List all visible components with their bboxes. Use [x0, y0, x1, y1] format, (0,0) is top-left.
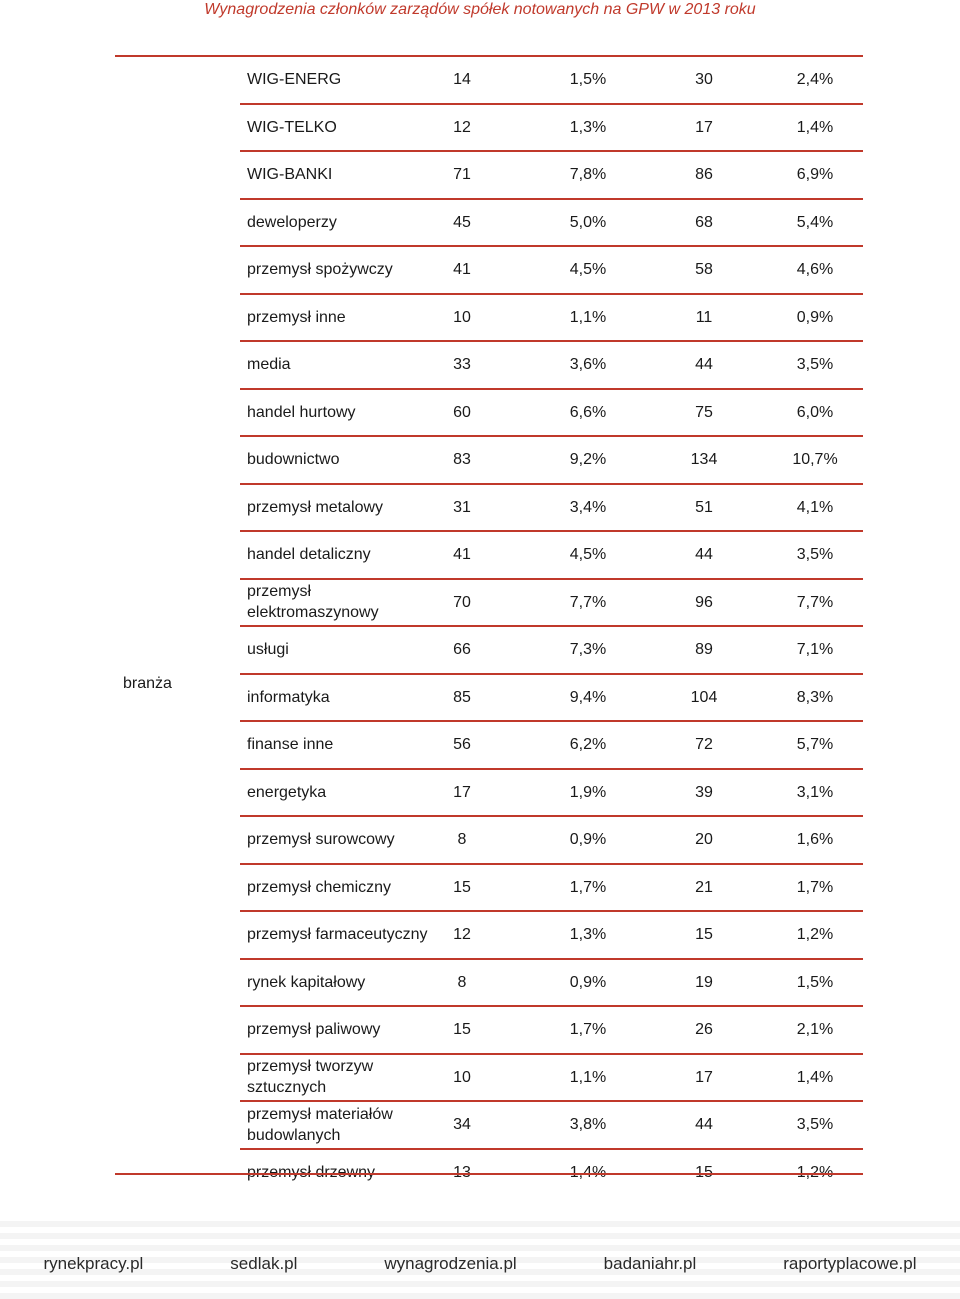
table-row — [240, 627, 863, 675]
cell-share-2: 4,6% — [796, 261, 834, 279]
cell-share-2013: 1,1% — [569, 1068, 607, 1086]
table-row — [240, 865, 863, 913]
cell-share-2: 5,4% — [796, 213, 834, 231]
cell-name: przemysł inne — [247, 308, 346, 326]
cell-share-2013: 7,3% — [569, 641, 607, 659]
cell-count-2: 15 — [695, 926, 713, 944]
cell-count-2: 86 — [695, 166, 713, 184]
cell-share-2013: 3,6% — [569, 356, 607, 374]
cell-share-2013: 1,9% — [569, 783, 607, 801]
cell-name: energetyka — [247, 783, 327, 801]
table-row — [240, 342, 863, 390]
cell-count-2013: 33 — [453, 356, 471, 374]
cell-name: informatyka — [247, 688, 330, 706]
cell-share-2013: 1,7% — [569, 878, 607, 896]
cell-count-2013: 66 — [453, 641, 471, 659]
cell-count-2013: 31 — [453, 498, 471, 516]
cell-count-2013: 83 — [453, 451, 471, 469]
cell-share-2013: 9,4% — [569, 688, 607, 706]
cell-count-2: 11 — [695, 308, 713, 326]
cell-share-2: 1,4% — [796, 1068, 834, 1086]
cell-count-2: 17 — [695, 118, 713, 136]
cell-share-2013: 1,3% — [569, 118, 607, 136]
cell-count-2013: 85 — [453, 688, 471, 706]
cell-share-2: 1,4% — [796, 118, 834, 136]
table-row — [240, 912, 863, 960]
table-row — [240, 675, 863, 723]
cell-share-2013: 6,6% — [569, 403, 607, 421]
cell-count-2: 19 — [695, 973, 713, 991]
table-row — [240, 532, 863, 580]
cell-share-2013: 0,9% — [569, 973, 607, 991]
cell-name: WIG-ENERG — [247, 71, 342, 89]
table-row — [240, 390, 863, 438]
cell-share-2013: 6,2% — [569, 736, 607, 754]
cell-share-2013: 4,5% — [569, 261, 607, 279]
cell-name: przemysł materiałów budowlanych — [247, 1105, 393, 1144]
cell-count-2: 20 — [695, 831, 713, 849]
cell-count-2013: 41 — [453, 261, 471, 279]
cell-share-2: 2,1% — [796, 1021, 834, 1039]
cell-count-2013: 12 — [453, 118, 471, 136]
cell-share-2013: 1,7% — [569, 1021, 607, 1039]
table-row — [240, 200, 863, 248]
cell-share-2: 8,3% — [796, 688, 834, 706]
cell-count-2: 51 — [695, 498, 713, 516]
table-row — [240, 57, 863, 105]
cell-share-2: 3,5% — [796, 546, 834, 564]
data-table — [240, 57, 863, 1195]
cell-count-2013: 15 — [453, 1021, 471, 1039]
cell-share-2013: 1,3% — [569, 926, 607, 944]
cell-share-2013: 7,8% — [569, 166, 607, 184]
footer-link[interactable]: raportyplacowe.pl — [783, 1254, 917, 1273]
cell-name: przemysł elektromaszynowy — [247, 583, 379, 622]
table-row — [240, 580, 863, 628]
table-row — [240, 247, 863, 295]
table-row — [240, 1102, 863, 1150]
cell-share-2: 7,7% — [796, 593, 834, 611]
cell-share-2013: 7,7% — [569, 593, 607, 611]
table-row — [240, 437, 863, 485]
cell-name: przemysł paliwowy — [247, 1021, 381, 1039]
cell-count-2: 21 — [695, 878, 713, 896]
cell-share-2: 10,7% — [792, 451, 838, 469]
cell-share-2013: 0,9% — [569, 831, 607, 849]
cell-name: WIG-TELKO — [247, 118, 337, 136]
table-row — [240, 1007, 863, 1055]
cell-share-2: 5,7% — [796, 736, 834, 754]
cell-name: finanse inne — [247, 736, 334, 754]
cell-count-2013: 41 — [453, 546, 471, 564]
cell-count-2013: 71 — [453, 166, 471, 184]
cell-count-2013: 10 — [453, 1068, 471, 1086]
cell-count-2: 44 — [695, 546, 713, 564]
cell-count-2013: 8 — [457, 973, 467, 991]
cell-count-2013: 12 — [453, 926, 471, 944]
page-title: Wynagrodzenia członków zarządów spółek notowanych na GPW w 2013 roku — [204, 1, 756, 18]
cell-share-2: 1,2% — [796, 926, 834, 944]
cell-name: przemysł surowcowy — [247, 831, 395, 849]
cell-name: rynek kapitałowy — [247, 973, 366, 991]
cell-count-2013: 34 — [453, 1116, 471, 1134]
cell-name: usługi — [247, 641, 289, 659]
cell-share-2: 2,4% — [796, 71, 834, 89]
cell-share-2: 1,6% — [796, 831, 834, 849]
table-row — [240, 295, 863, 343]
cell-share-2: 7,1% — [796, 641, 834, 659]
cell-name: przemysł spożywczy — [247, 261, 393, 279]
cell-count-2: 44 — [695, 356, 713, 374]
table-row — [240, 1055, 863, 1103]
cell-share-2: 1,5% — [796, 973, 834, 991]
table-row — [240, 485, 863, 533]
cell-share-2013: 1,1% — [569, 308, 607, 326]
cell-share-2: 1,7% — [796, 878, 834, 896]
cell-name: przemysł chemiczny — [247, 878, 392, 896]
cell-count-2: 104 — [690, 688, 718, 706]
footer-link[interactable]: sedlak.pl — [230, 1254, 298, 1273]
cell-share-2: 3,5% — [796, 356, 834, 374]
cell-count-2: 89 — [695, 641, 713, 659]
group-label: branża — [123, 675, 172, 692]
cell-count-2: 30 — [695, 71, 713, 89]
table-row — [240, 817, 863, 865]
cell-count-2: 17 — [695, 1068, 713, 1086]
cell-name: przemysł farmaceutyczny — [247, 926, 428, 944]
cell-name: deweloperzy — [247, 213, 337, 231]
cell-count-2: 68 — [695, 213, 713, 231]
table-row — [240, 152, 863, 200]
cell-share-2: 0,9% — [796, 308, 834, 326]
cell-count-2013: 14 — [453, 71, 471, 89]
cell-share-2013: 1,5% — [569, 71, 607, 89]
cell-share-2013: 9,2% — [569, 451, 607, 469]
cell-name: budownictwo — [247, 451, 340, 469]
cell-name: przemysł tworzyw sztucznych — [247, 1058, 374, 1097]
cell-count-2013: 8 — [457, 831, 467, 849]
table-row — [240, 105, 863, 153]
cell-share-2: 4,1% — [796, 498, 834, 516]
cell-count-2: 26 — [695, 1021, 713, 1039]
cell-count-2013: 15 — [453, 878, 471, 896]
cell-share-2: 3,5% — [796, 1116, 834, 1134]
cell-name: przemysł metalowy — [247, 498, 384, 516]
table-row — [240, 960, 863, 1008]
cell-share-2013: 4,5% — [569, 546, 607, 564]
cell-name: WIG-BANKI — [247, 166, 333, 184]
cell-count-2: 44 — [695, 1116, 713, 1134]
footer-link[interactable]: rynekpracy.pl — [43, 1254, 144, 1273]
cell-count-2013: 56 — [453, 736, 471, 754]
cell-count-2: 96 — [695, 593, 713, 611]
footer-links — [0, 1252, 960, 1276]
cell-count-2: 58 — [695, 261, 713, 279]
cell-name: media — [247, 356, 291, 374]
cell-share-2: 6,9% — [796, 166, 834, 184]
cell-count-2013: 17 — [453, 783, 471, 801]
cell-name: handel hurtowy — [247, 403, 356, 421]
cell-count-2013: 60 — [453, 403, 471, 421]
footer-link[interactable]: wynagrodzenia.pl — [384, 1254, 517, 1273]
cell-count-2: 75 — [695, 403, 713, 421]
cell-count-2: 72 — [695, 736, 713, 754]
cell-share-2013: 3,8% — [569, 1116, 607, 1134]
cell-share-2: 6,0% — [796, 403, 834, 421]
table-row — [240, 722, 863, 770]
cell-count-2: 134 — [690, 451, 718, 469]
cell-count-2013: 70 — [453, 593, 471, 611]
cell-count-2013: 45 — [453, 213, 471, 231]
cell-share-2: 3,1% — [796, 783, 834, 801]
cell-count-2: 39 — [695, 783, 713, 801]
cell-share-2013: 3,4% — [569, 498, 607, 516]
footer-link[interactable]: badaniahr.pl — [603, 1254, 697, 1273]
cell-count-2013: 10 — [453, 308, 471, 326]
table-row — [240, 770, 863, 818]
cell-share-2013: 5,0% — [569, 213, 607, 231]
cell-name: handel detaliczny — [247, 546, 371, 564]
table-bottom-rule — [115, 1173, 863, 1175]
